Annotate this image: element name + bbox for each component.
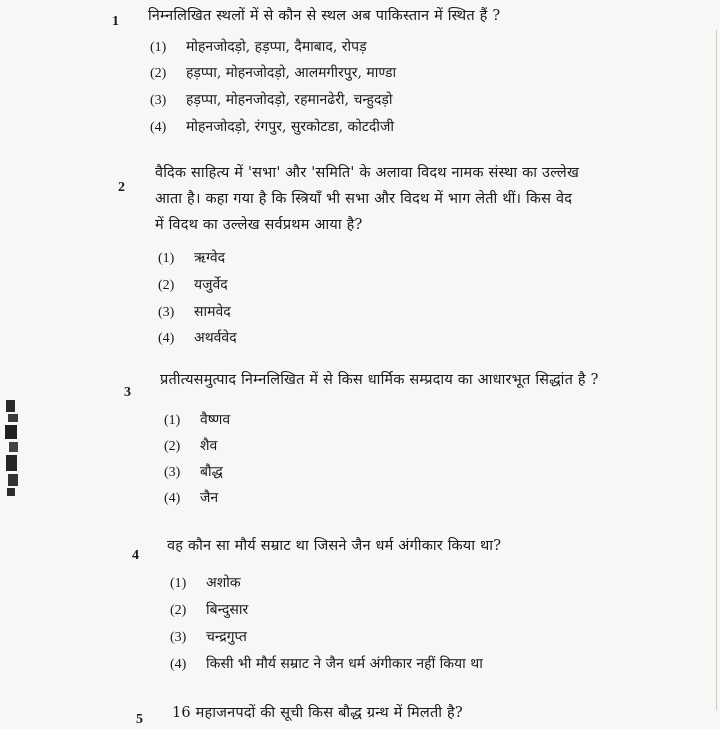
option-2 <box>164 436 217 455</box>
option-text: सामवेद <box>194 304 231 320</box>
question-number: 4 <box>132 548 139 563</box>
option-2 <box>150 63 396 82</box>
question-number: 2 <box>118 180 125 195</box>
option-1 <box>158 248 225 267</box>
option-1 <box>150 37 367 56</box>
option-4 <box>150 117 394 136</box>
option-text: किसी भी मौर्य सम्राट ने जैन धर्म अंगीकार नहीं किया था <box>206 656 483 672</box>
question-text: निम्नलिखित स्थलों में से कौन से स्थल अब पाकिस्तान में स्थित हैं ? <box>148 8 501 24</box>
option-text: अशोक <box>206 575 241 591</box>
option-text: वैष्णव <box>200 412 231 428</box>
option-4 <box>158 328 237 347</box>
option-number: (4) <box>158 331 175 346</box>
question-number: 5 <box>136 712 143 727</box>
option-text: हड़प्पा, मोहनजोदड़ो, आलमगीरपुर, माण्डा <box>186 65 397 81</box>
option-number: (4) <box>164 491 181 506</box>
option-text: हड़प्पा, मोहनजोदड़ो, रहमानढेरी, चन्हुदड़ो <box>186 92 393 108</box>
option-text: मोहनजोदड़ो, रंगपुर, सुरकोटडा, कोटदीजी <box>186 119 395 135</box>
option-4 <box>164 488 218 507</box>
option-2 <box>158 275 228 294</box>
option-number: (2) <box>150 66 167 81</box>
question-number: 1 <box>112 14 119 29</box>
option-3 <box>170 627 247 646</box>
option-number: (2) <box>164 439 181 454</box>
binding-mark <box>2 400 22 498</box>
option-text: बौद्ध <box>200 464 223 480</box>
option-text: ऋग्वेद <box>194 250 226 266</box>
option-text: शैव <box>200 438 218 454</box>
option-text: चन्द्रगुप्त <box>206 629 247 645</box>
option-text: जैन <box>200 490 219 506</box>
option-number: (3) <box>164 465 181 480</box>
option-1 <box>170 573 241 592</box>
option-3 <box>164 462 223 481</box>
option-number: (2) <box>170 603 187 618</box>
option-text: मोहनजोदड़ो, हड़प्पा, दैमाबाद, रोपड़ <box>186 39 367 55</box>
option-3 <box>158 302 231 321</box>
option-number: (3) <box>170 630 187 645</box>
option-number: (2) <box>158 278 175 293</box>
option-1 <box>164 410 230 429</box>
option-text: बिन्दुसार <box>206 602 249 618</box>
question-text: 16 महाजनपदों की सूची किस बौद्ध ग्रन्थ में मिलती है? <box>172 705 463 721</box>
option-number: (1) <box>158 251 175 266</box>
option-text: अथर्ववेद <box>194 330 237 346</box>
option-number: (3) <box>158 305 175 320</box>
question-number: 3 <box>124 385 131 400</box>
option-2 <box>170 600 248 619</box>
option-number: (4) <box>150 120 167 135</box>
question-text: प्रतीत्यसमुत्पाद निम्नलिखित में से किस धार्मिक सम्प्रदाय का आधारभूत सिद्धांत है ? <box>160 372 599 388</box>
question-text-line-3: में विदथ का उल्लेख सर्वप्रथम आया है? <box>155 217 363 233</box>
question-text-line-2: आता है। कहा गया है कि स्त्रियाँ भी सभा और विदथ में भाग लेती थीं। किस वेद <box>155 191 573 207</box>
option-3 <box>150 90 393 109</box>
question-text: वह कौन सा मौर्य सम्राट था जिसने जैन धर्म अंगीकार किया था? <box>167 538 502 554</box>
option-4 <box>170 654 483 673</box>
option-number: (3) <box>150 93 167 108</box>
option-number: (1) <box>170 576 187 591</box>
option-number: (1) <box>164 413 181 428</box>
question-text-line-1: वैदिक साहित्य में 'सभा' और 'समिति' के अलावा विदथ नामक संस्था का उल्लेख <box>155 165 580 181</box>
option-text: यजुर्वेद <box>194 277 228 293</box>
page-edge-line <box>716 30 717 710</box>
option-number: (4) <box>170 657 187 672</box>
option-number: (1) <box>150 40 167 55</box>
